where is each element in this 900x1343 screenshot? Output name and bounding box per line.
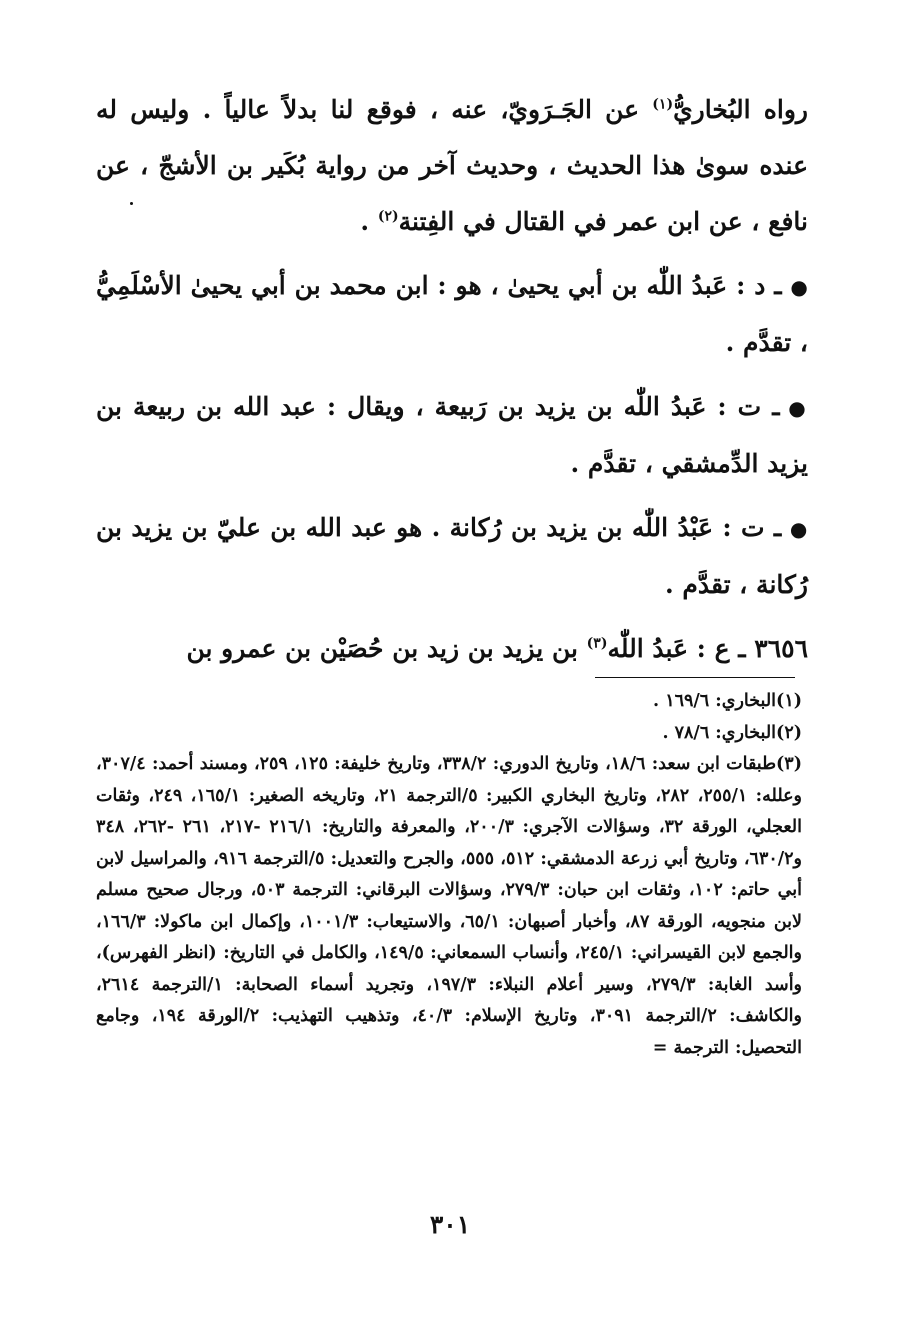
bullet-icon: ● xyxy=(790,275,809,299)
bullet-icon: ● xyxy=(789,517,808,541)
footnote-ref-1[interactable]: (١) xyxy=(652,96,674,113)
footnote-marker: (١) xyxy=(776,691,802,711)
footnote-marker: (٣) xyxy=(776,754,802,774)
footnote-text: طبقات ابن سعد: ١٨/٦، وتاريخ الدوري: ٣٣٨/٢، وتاريخ خليفة: ١٢٥، ٢٥٩، ومسند أحمد: ٣٠٧/٤، وعلله: ٢٥٥/١، ٢٨٢، وتاريخ البخاري الكبير: ٥/الترجمة ٢١، وتاريخه الصغير: ١٦٥/١، ٢٤٩، وثقات العجلي، الورقة ٣٢، وسؤالات الآجري: ٢٠٠/٣، والمعرفة والتاريخ: ٢١٦/١ -٢١٧، ٢٦١ -٢٦٢، ٣٤٨ و٦٣٠/٢، وتاريخ أبي زرعة الدمشقي: ٥١٢، ٥٥٥، والجرح والتعديل: ٥/الترجمة ٩١٦، والمراسيل لابن أبي حاتم: ١٠٢، وثقات ابن حبان: ٢٧٩/٣، وسؤالات البرقاني: الترجمة ٥٠٣، ورجال صحيح مسلم لابن منجويه، الورقة ٨٧، وأخبار أصبهان: ٦٥/١، والاستيعاب: ١٠٠١/٣، وإكمال ابن ماكولا: ١٦٦/٣، والجمع لابن القيسراني: ٢٤٥/١، وأنساب السمعاني: ١٤٩/٥، والكامل في التاريخ: (انظر الفهرس)، وأسد الغابة: ٢٧٩/٣، وسير أعلام النبلاء: ١٩٧/٣، وتجريد أسماء الصحابة: ١/الترجمة ٢٦١٤، والكاشف: ٢/الترجمة ٣٠٩١، وتاريخ الإسلام: ٤٠/٣، وتذهيب التهذيب: ٢/الورقة ١٩٤، وجامع التحصيل: الترجمة = xyxy=(96,754,803,1058)
footnote-3 xyxy=(96,749,802,1064)
entry-abdullah-ibn-yazid-ibn-rabia xyxy=(96,379,808,492)
footnote-1 xyxy=(96,686,802,718)
stray-dot xyxy=(130,202,133,205)
entry-number: ٣٦٥٦ xyxy=(754,634,808,663)
paragraph-tail: . xyxy=(360,207,378,236)
entry-text-continued: بن يزيد بن زيد بن حُصَيْن بن عمرو بن xyxy=(186,634,587,663)
main-text xyxy=(96,82,808,685)
entry-text: ـ د : عَبدُ اللّٰه بن أبي يحيىٰ ، هو : ابن محمد بن أبي يحيىٰ الأسْلَمِيُّ ، تقدَّم . xyxy=(96,271,808,357)
paragraph-lead: رواه البُخاريُّ xyxy=(673,95,808,124)
entry-text: ـ ع : عَبدُ اللّٰه xyxy=(607,634,755,663)
paragraph-body: عن الجَـرَويّ، عنه ، فوقع لنا بدلاً عالياً . وليس له عنده سوىٰ هذا الحديث ، وحديث آخر من رواية بُكَير بن الأشجّ ، عن نافع ، عن ابن عمر في القتال في الفِتنة xyxy=(96,95,808,236)
bullet-icon: ● xyxy=(788,396,808,420)
footnote-separator xyxy=(595,677,795,678)
page-number: ٣٠١ xyxy=(429,1210,471,1239)
entry-abdullah-ibn-yazid-ibn-rukana xyxy=(96,500,808,613)
footnote-marker: (٢) xyxy=(776,722,802,743)
footnotes xyxy=(96,686,802,1064)
entry-text: ـ ت : عَبدُ اللّٰه بن يزيد بن رَبيعة ، ويقال : عبد الله بن ربيعة بن يزيد الدِّمشقي ، تقدَّم . xyxy=(96,392,808,478)
footnote-text: البخاري: ٧٨/٦ . xyxy=(662,722,777,743)
entry-3656 xyxy=(96,621,808,677)
footnote-ref-3[interactable]: (٣) xyxy=(586,635,608,652)
entry-abdullah-ibn-abi-yahya xyxy=(96,258,808,371)
footnote-text: البخاري: ١٦٩/٦ . xyxy=(653,691,777,711)
intro-paragraph xyxy=(96,82,808,250)
footnote-ref-2[interactable]: (٢) xyxy=(377,208,399,225)
footnote-2 xyxy=(96,718,802,750)
entry-text: ـ ت : عَبْدُ اللّٰه بن يزيد بن رُكانة . هو عبد الله بن عليّ بن يزيد بن رُكانة ، تقدَّم . xyxy=(96,513,808,599)
